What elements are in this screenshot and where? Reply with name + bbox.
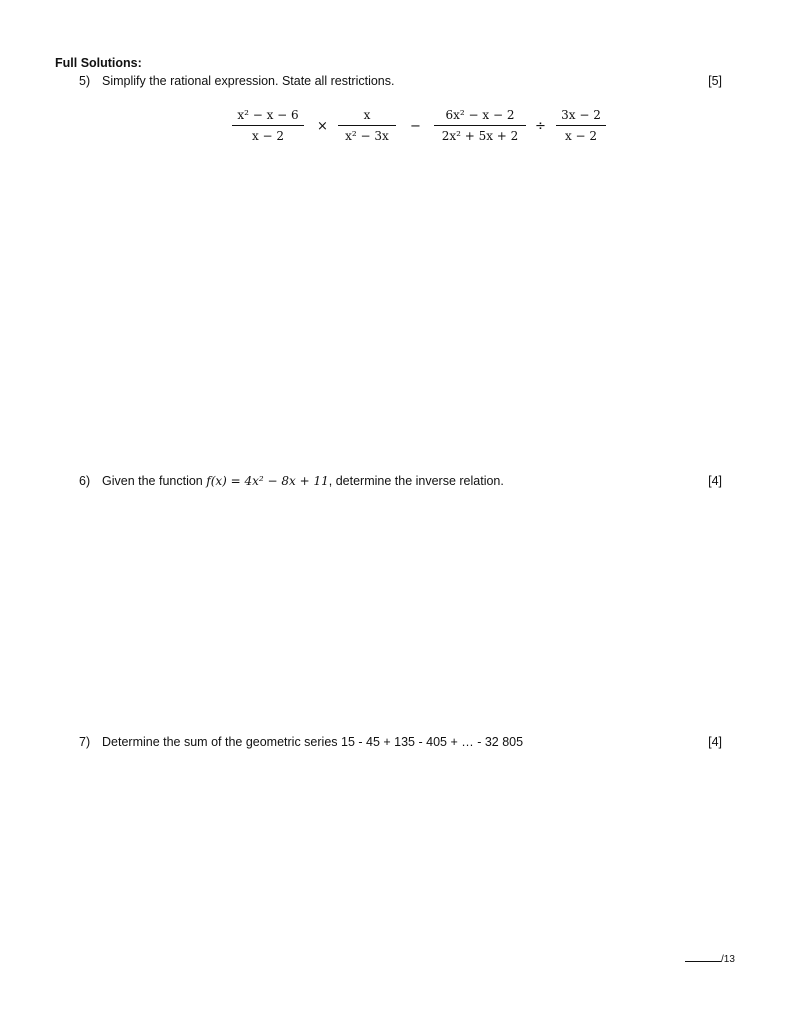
question-text: Simplify the rational expression. State all restrictions. <box>102 74 395 88</box>
function-expression: f(x) = 4x² − 8x + 11 <box>206 474 329 488</box>
question-text-after: , determine the inverse relation. <box>328 474 504 488</box>
question-marks: [5] <box>708 74 722 88</box>
denominator: x − 2 <box>564 129 598 143</box>
numerator: 3x − 2 <box>556 108 606 126</box>
question-6 <box>79 474 722 492</box>
score-field <box>685 954 735 965</box>
question-text: Determine the sum of the geometric series 15 - 45 + 135 - 405 + … - 32 805 <box>102 735 524 749</box>
question-number: 7) <box>79 735 91 749</box>
fraction-4 <box>556 108 606 143</box>
question-text-before: Given the function <box>102 474 203 488</box>
fraction-2 <box>338 108 396 143</box>
question-marks: [4] <box>708 474 722 488</box>
fraction-1 <box>232 108 304 143</box>
question-5 <box>79 74 722 92</box>
question-number: 6) <box>79 474 91 488</box>
question-text <box>102 474 504 488</box>
denominator: x² − 3x <box>345 129 389 143</box>
page-heading: Full Solutions: <box>55 56 142 70</box>
question-7 <box>79 735 722 753</box>
divide-operator: ÷ <box>535 119 546 134</box>
numerator: x <box>338 108 396 126</box>
rational-expression <box>0 108 791 148</box>
minus-operator: − <box>410 119 421 134</box>
score-total: /13 <box>721 954 735 965</box>
question-number: 5) <box>79 74 91 88</box>
numerator: 6x² − x − 2 <box>434 108 526 126</box>
numerator: x² − x − 6 <box>232 108 304 126</box>
question-marks: [4] <box>708 735 722 749</box>
denominator: x − 2 <box>251 129 285 143</box>
fraction-3 <box>434 108 526 143</box>
score-blank[interactable] <box>685 961 721 962</box>
denominator: 2x² + 5x + 2 <box>441 129 519 143</box>
multiply-operator: × <box>317 119 328 134</box>
